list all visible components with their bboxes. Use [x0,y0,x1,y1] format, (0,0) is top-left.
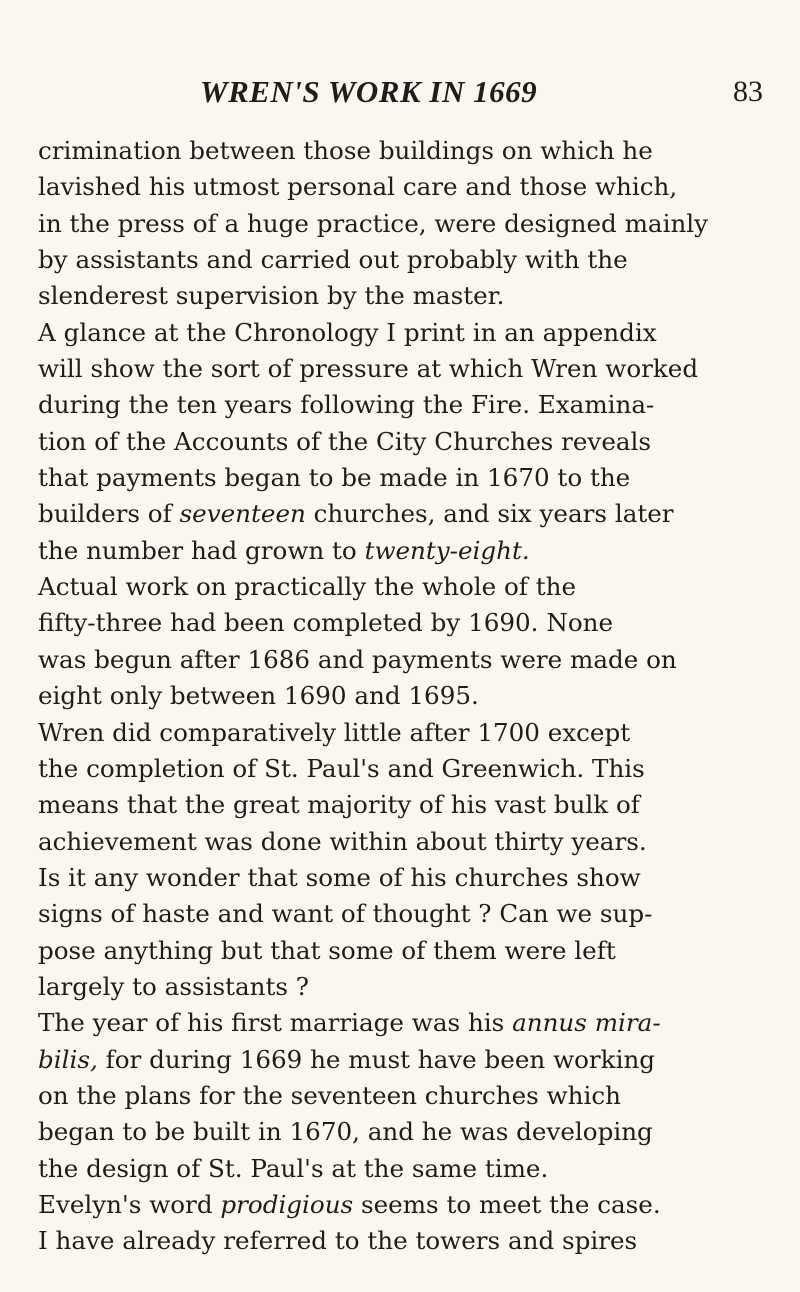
text-line: Wren did comparatively little after 1700 except [38,717,631,747]
text-line: largely to assistants ? [38,971,309,1001]
text-line: achievement was done within about thirty years. [38,826,647,856]
text-line-with-emphasis [38,1005,763,1041]
text-run: seems to meet the case. [353,1189,661,1219]
body-text [38,133,763,1256]
text-line: slenderest supervision by the master. [38,281,505,311]
running-title: WREN'S WORK IN 1669 [200,74,538,109]
text-line: means that the great majority of his vast bulk of [38,790,640,820]
page-number: 83 [733,75,763,108]
paragraph-1 [38,133,763,315]
text-line: signs of haste and want of thought ? Can we sup- [38,899,653,929]
text-line: pose anything but that some of them were left [38,935,616,965]
running-head [38,72,763,112]
paragraph-4 [38,715,763,860]
paragraph-5 [38,860,763,1005]
paragraph-3 [38,569,763,714]
text-line: the design of St. Paul's at the same time. [38,1153,549,1183]
text-line: crimination between those buildings on which he [38,136,653,165]
text-line: was begun after 1686 and payments were made on [38,644,677,674]
text-line: by assistants and carried out probably with the [38,245,628,275]
text-line: in the press of a huge practice, were designed mainly [38,208,709,238]
paragraph-7 [38,1187,763,1260]
text-run: The year of his first marriage was his [38,1008,513,1038]
paragraph-6 [38,1005,763,1187]
text-run: builders of [38,499,180,529]
text-line: eight only between 1690 and 1695. [38,681,479,711]
text-line: tion of the Accounts of the City Churches reveals [38,426,652,456]
text-line: began to be built in 1670, and he was developing [38,1117,653,1147]
emphasized-text: bilis, [38,1044,98,1074]
emphasized-text: seventeen [179,499,306,529]
text-line: A glance at the Chronology I print in an appendix [38,317,657,347]
emphasized-text: prodigious [220,1189,354,1219]
text-line: Actual work on practically the whole of the [38,572,577,602]
paragraph-2 [38,315,763,569]
text-line: fifty-three had been completed by 1690. None [38,608,614,638]
text-run: for during 1669 he must have been working [97,1044,656,1074]
emphasized-text: annus mira- [512,1008,661,1038]
text-line: during the ten years following the Fire. Examina- [38,390,655,420]
text-line: Is it any wonder that some of his churches show [38,862,641,892]
text-line: lavished his utmost personal care and those which, [38,172,678,202]
text-line-with-emphasis [38,1187,763,1223]
text-line: on the plans for the seventeen churches which [38,1080,621,1110]
text-line-with-emphasis [38,496,763,532]
text-run: the number had grown to [38,535,365,565]
emphasized-text: twenty-eight. [364,535,530,565]
text-line: the completion of St. Paul's and Greenwich. This [38,753,645,783]
text-run: churches, and six years later [305,499,674,529]
text-line: I have already referred to the towers and spires [38,1226,638,1256]
text-line: that payments began to be made in 1670 to the [38,463,631,493]
text-line-with-emphasis [38,1042,763,1078]
text-run: Evelyn's word [38,1189,221,1219]
text-line-with-emphasis [38,533,763,569]
text-line: will show the sort of pressure at which Wren worked [38,354,699,384]
